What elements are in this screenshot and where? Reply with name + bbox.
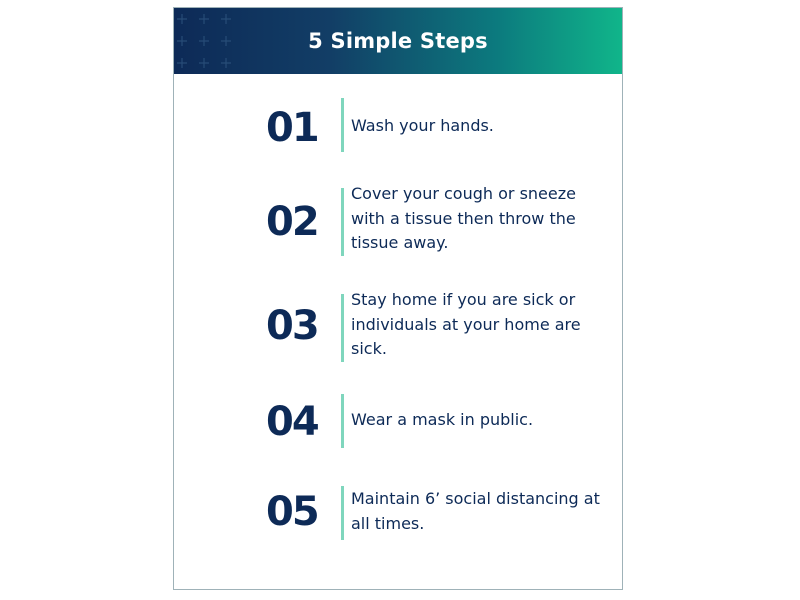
- step-number: 05: [266, 489, 318, 535]
- poster-title: 5 Simple Steps: [308, 29, 488, 53]
- step-text: Wash your hands.: [351, 116, 494, 135]
- step-divider: [341, 486, 344, 540]
- steps-poster: [173, 7, 623, 590]
- step-item: [266, 394, 606, 454]
- step-divider: [341, 394, 344, 448]
- step-item: [266, 290, 606, 358]
- step-divider: [341, 98, 344, 152]
- step-item: [266, 486, 606, 546]
- step-number: 03: [266, 303, 318, 349]
- step-divider: [341, 294, 344, 362]
- step-text: Stay home if you are sick or individuals at your home are sick.: [351, 290, 581, 358]
- step-item: [266, 98, 606, 158]
- step-text: Cover your cough or sneeze with a tissue then throw the tissue away.: [351, 184, 576, 252]
- step-number: 01: [266, 105, 318, 151]
- step-text: Maintain 6’ social distancing at all times.: [351, 489, 600, 533]
- step-number: 02: [266, 199, 318, 245]
- step-item: [266, 184, 606, 252]
- poster-header: [174, 8, 622, 74]
- step-divider: [341, 188, 344, 256]
- step-number: 04: [266, 399, 318, 445]
- step-text: Wear a mask in public.: [351, 410, 534, 429]
